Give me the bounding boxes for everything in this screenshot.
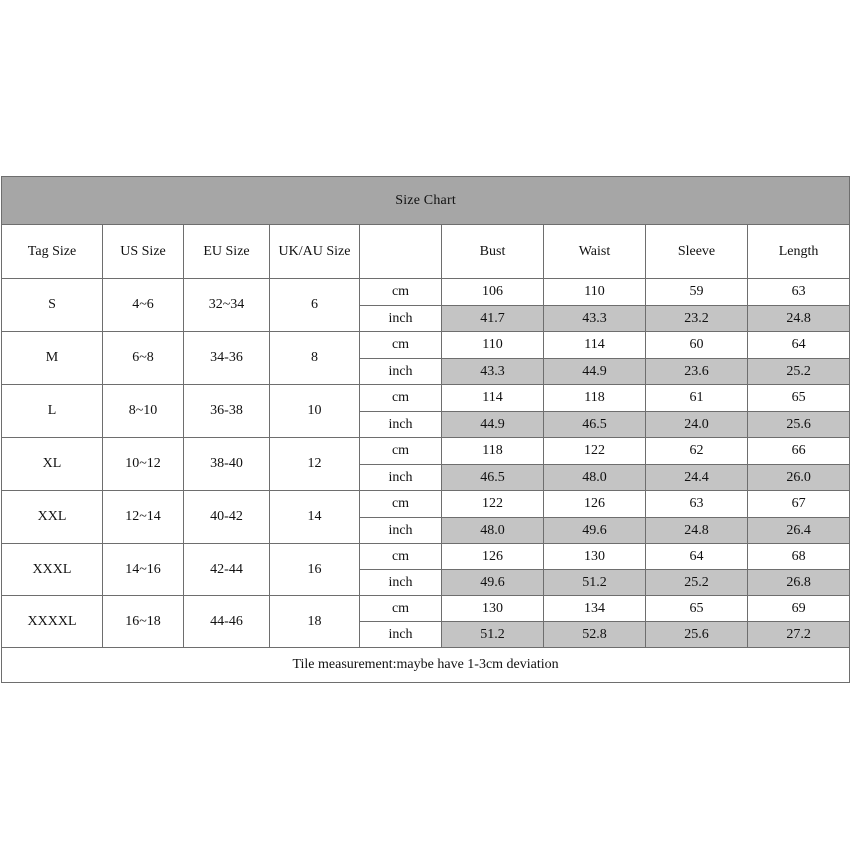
unit-inch-cell: inch — [360, 359, 442, 385]
us-size-cell: 4~6 — [103, 279, 184, 332]
bust-inch-cell: 43.3 — [442, 359, 544, 385]
header-length: Length — [748, 225, 850, 279]
length-cm-cell: 67 — [748, 491, 850, 518]
bust-cm-cell: 106 — [442, 279, 544, 306]
length-inch-cell: 25.6 — [748, 412, 850, 438]
size-row-cm — [2, 438, 850, 465]
sleeve-inch-cell: 25.2 — [646, 570, 748, 596]
unit-inch-cell: inch — [360, 412, 442, 438]
length-cm-cell: 69 — [748, 596, 850, 622]
header-unit — [360, 225, 442, 279]
unit-cm-cell: cm — [360, 491, 442, 518]
bust-cm-cell: 130 — [442, 596, 544, 622]
measurement-note: Tile measurement:maybe have 1-3cm deviation — [2, 648, 850, 683]
us-size-cell: 14~16 — [103, 544, 184, 596]
tag-size-cell: XL — [2, 438, 103, 491]
waist-cm-cell: 122 — [544, 438, 646, 465]
sleeve-cm-cell: 63 — [646, 491, 748, 518]
unit-cm-cell: cm — [360, 279, 442, 306]
waist-cm-cell: 134 — [544, 596, 646, 622]
sleeve-cm-cell: 61 — [646, 385, 748, 412]
sleeve-inch-cell: 24.4 — [646, 465, 748, 491]
eu-size-cell: 44-46 — [184, 596, 270, 648]
header-bust: Bust — [442, 225, 544, 279]
unit-inch-cell: inch — [360, 465, 442, 491]
ukau-size-cell: 16 — [270, 544, 360, 596]
tag-size-cell: M — [2, 332, 103, 385]
sleeve-inch-cell: 24.8 — [646, 518, 748, 544]
sleeve-cm-cell: 60 — [646, 332, 748, 359]
waist-cm-cell: 126 — [544, 491, 646, 518]
tag-size-cell: XXXL — [2, 544, 103, 596]
length-cm-cell: 68 — [748, 544, 850, 570]
waist-inch-cell: 52.8 — [544, 622, 646, 648]
bust-inch-cell: 49.6 — [442, 570, 544, 596]
length-inch-cell: 25.2 — [748, 359, 850, 385]
unit-cm-cell: cm — [360, 385, 442, 412]
header-row — [2, 225, 850, 279]
eu-size-cell: 34-36 — [184, 332, 270, 385]
unit-cm-cell: cm — [360, 332, 442, 359]
us-size-cell: 10~12 — [103, 438, 184, 491]
chart-title: Size Chart — [2, 177, 850, 225]
waist-cm-cell: 118 — [544, 385, 646, 412]
waist-inch-cell: 48.0 — [544, 465, 646, 491]
tag-size-cell: XXL — [2, 491, 103, 544]
waist-inch-cell: 51.2 — [544, 570, 646, 596]
length-cm-cell: 66 — [748, 438, 850, 465]
tag-size-cell: L — [2, 385, 103, 438]
bust-cm-cell: 122 — [442, 491, 544, 518]
waist-inch-cell: 49.6 — [544, 518, 646, 544]
eu-size-cell: 38-40 — [184, 438, 270, 491]
waist-cm-cell: 110 — [544, 279, 646, 306]
size-row-cm — [2, 385, 850, 412]
sleeve-cm-cell: 64 — [646, 544, 748, 570]
unit-cm-cell: cm — [360, 544, 442, 570]
us-size-cell: 12~14 — [103, 491, 184, 544]
header-sleeve: Sleeve — [646, 225, 748, 279]
sleeve-cm-cell: 65 — [646, 596, 748, 622]
header-us-size: US Size — [103, 225, 184, 279]
unit-cm-cell: cm — [360, 596, 442, 622]
bust-cm-cell: 110 — [442, 332, 544, 359]
bust-inch-cell: 51.2 — [442, 622, 544, 648]
eu-size-cell: 40-42 — [184, 491, 270, 544]
sleeve-inch-cell: 24.0 — [646, 412, 748, 438]
sleeve-cm-cell: 62 — [646, 438, 748, 465]
waist-cm-cell: 130 — [544, 544, 646, 570]
eu-size-cell: 32~34 — [184, 279, 270, 332]
us-size-cell: 6~8 — [103, 332, 184, 385]
bust-inch-cell: 41.7 — [442, 306, 544, 332]
sleeve-inch-cell: 23.6 — [646, 359, 748, 385]
size-chart — [1, 176, 849, 683]
waist-inch-cell: 44.9 — [544, 359, 646, 385]
waist-inch-cell: 43.3 — [544, 306, 646, 332]
size-row-cm — [2, 279, 850, 306]
length-inch-cell: 26.0 — [748, 465, 850, 491]
header-ukau-size: UK/AU Size — [270, 225, 360, 279]
length-inch-cell: 26.8 — [748, 570, 850, 596]
header-waist: Waist — [544, 225, 646, 279]
ukau-size-cell: 18 — [270, 596, 360, 648]
eu-size-cell: 36-38 — [184, 385, 270, 438]
bust-inch-cell: 48.0 — [442, 518, 544, 544]
ukau-size-cell: 12 — [270, 438, 360, 491]
unit-inch-cell: inch — [360, 622, 442, 648]
length-cm-cell: 63 — [748, 279, 850, 306]
bust-cm-cell: 118 — [442, 438, 544, 465]
length-inch-cell: 27.2 — [748, 622, 850, 648]
tag-size-cell: S — [2, 279, 103, 332]
bust-inch-cell: 44.9 — [442, 412, 544, 438]
ukau-size-cell: 6 — [270, 279, 360, 332]
ukau-size-cell: 8 — [270, 332, 360, 385]
size-chart-table — [1, 176, 850, 683]
bust-cm-cell: 114 — [442, 385, 544, 412]
size-row-cm — [2, 544, 850, 570]
length-cm-cell: 65 — [748, 385, 850, 412]
length-inch-cell: 24.8 — [748, 306, 850, 332]
unit-inch-cell: inch — [360, 306, 442, 332]
sleeve-inch-cell: 25.6 — [646, 622, 748, 648]
us-size-cell: 16~18 — [103, 596, 184, 648]
size-row-cm — [2, 596, 850, 622]
waist-cm-cell: 114 — [544, 332, 646, 359]
sleeve-inch-cell: 23.2 — [646, 306, 748, 332]
waist-inch-cell: 46.5 — [544, 412, 646, 438]
bust-inch-cell: 46.5 — [442, 465, 544, 491]
size-row-cm — [2, 491, 850, 518]
us-size-cell: 8~10 — [103, 385, 184, 438]
ukau-size-cell: 14 — [270, 491, 360, 544]
eu-size-cell: 42-44 — [184, 544, 270, 596]
header-eu-size: EU Size — [184, 225, 270, 279]
unit-cm-cell: cm — [360, 438, 442, 465]
sleeve-cm-cell: 59 — [646, 279, 748, 306]
length-inch-cell: 26.4 — [748, 518, 850, 544]
length-cm-cell: 64 — [748, 332, 850, 359]
bust-cm-cell: 126 — [442, 544, 544, 570]
unit-inch-cell: inch — [360, 518, 442, 544]
header-tag-size: Tag Size — [2, 225, 103, 279]
tag-size-cell: XXXXL — [2, 596, 103, 648]
size-row-cm — [2, 332, 850, 359]
ukau-size-cell: 10 — [270, 385, 360, 438]
unit-inch-cell: inch — [360, 570, 442, 596]
